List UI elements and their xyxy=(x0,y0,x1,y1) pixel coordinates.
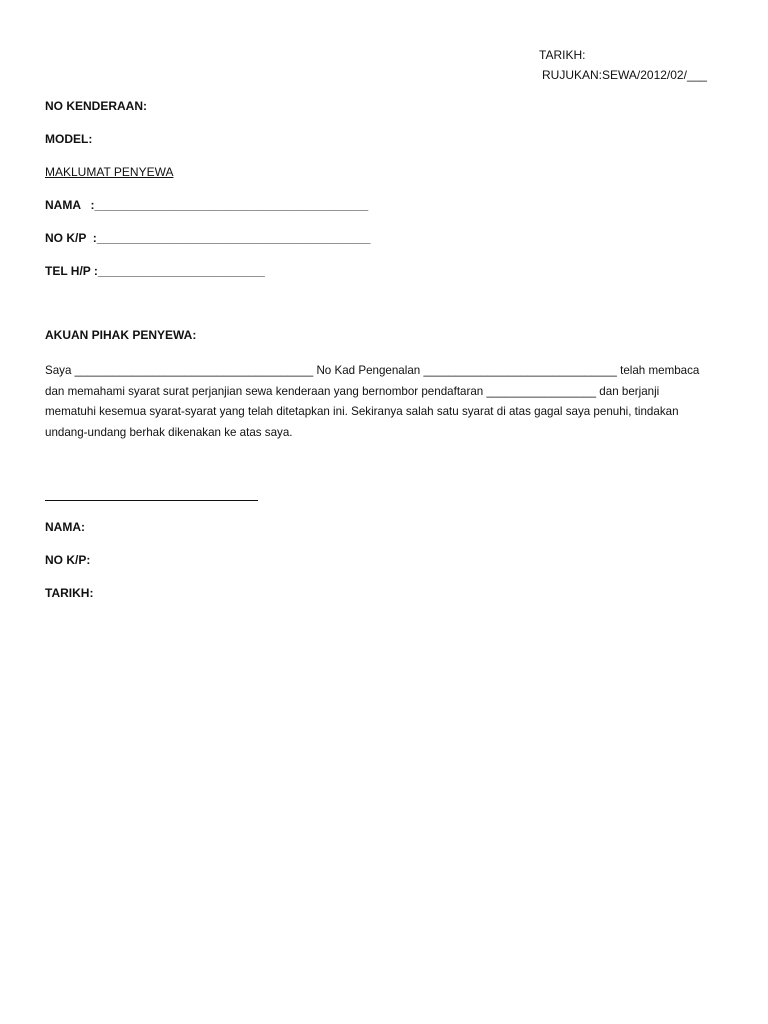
declaration-line: dan memahami syarat surat perjanjian sewa kenderaan yang bernombor pendaftaran _________________ dan berjanji xyxy=(45,384,660,398)
signature-date-label: TARIKH: xyxy=(45,586,94,600)
renter-name-field: NAMA :_________________________________________ xyxy=(45,198,369,212)
vehicle-model-label: MODEL: xyxy=(45,132,93,146)
declaration-line: Saya _____________________________________ No Kad Pengenalan ______________________________ telah membaca xyxy=(45,364,700,377)
renter-info-heading: MAKLUMAT PENYEWA xyxy=(45,165,174,179)
declaration-line: undang-undang berhak dikenakan ke atas saya. xyxy=(45,425,293,439)
header-date-label: TARIKH: xyxy=(539,48,586,62)
renter-phone-field: TEL H/P :_________________________ xyxy=(45,264,265,278)
declaration-heading: AKUAN PIHAK PENYEWA: xyxy=(45,328,197,342)
renter-ic-field: NO K/P :_________________________________________ xyxy=(45,231,371,245)
signature-name-label: NAMA: xyxy=(45,520,85,534)
header-reference: RUJUKAN:SEWA/2012/02/___ xyxy=(542,68,707,82)
signature-line xyxy=(45,500,258,501)
signature-ic-label: NO K/P: xyxy=(45,553,91,567)
vehicle-number-label: NO KENDERAAN: xyxy=(45,99,147,113)
declaration-line: mematuhi kesemua syarat-syarat yang telah ditetapkan ini. Sekiranya salah satu syarat di atas gagal saya penuhi, tindakan xyxy=(45,405,679,418)
declaration-paragraph xyxy=(45,361,725,443)
